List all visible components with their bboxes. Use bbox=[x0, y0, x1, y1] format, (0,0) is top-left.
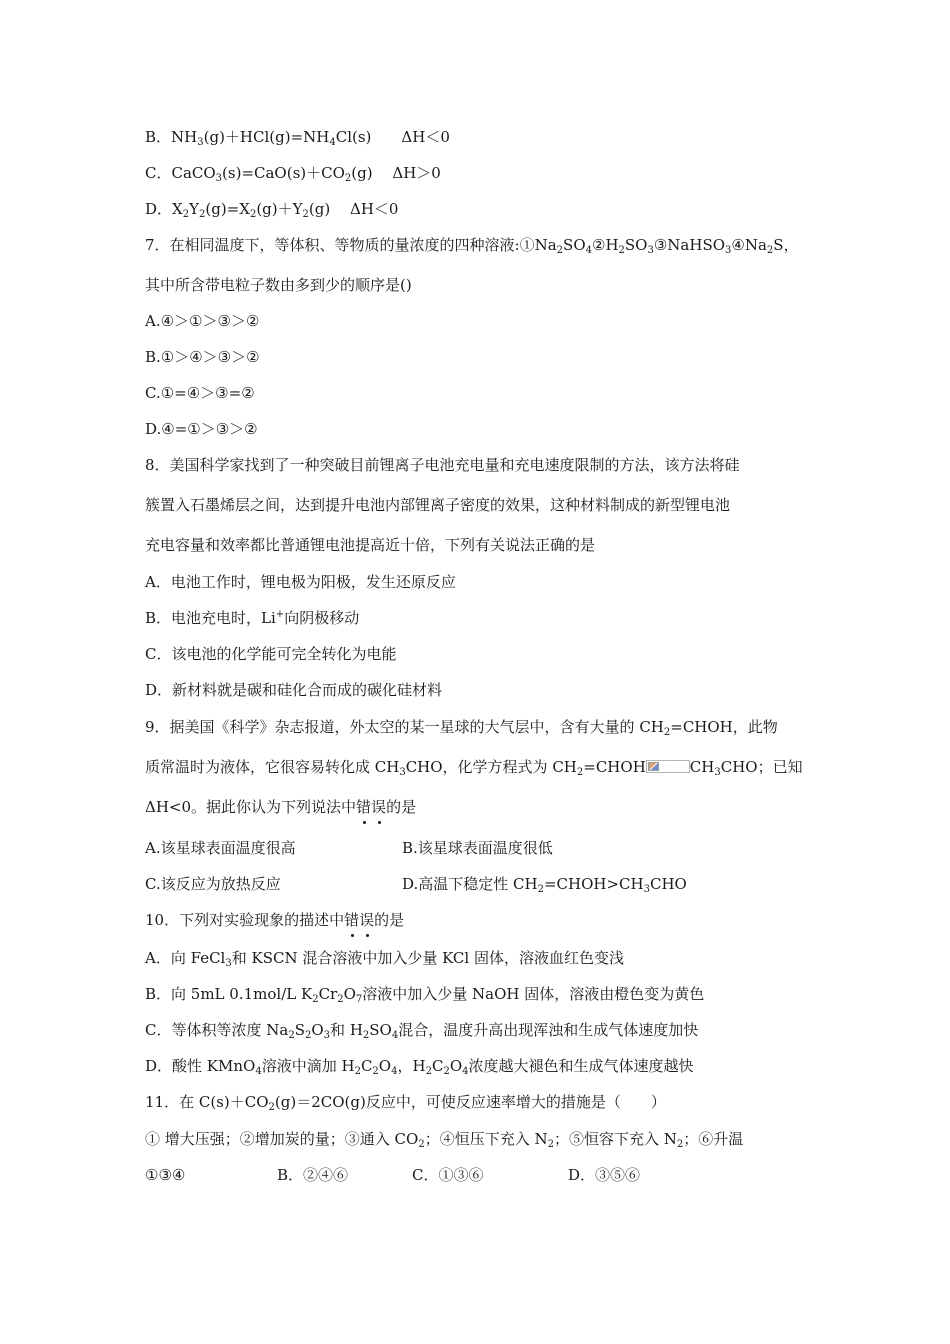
option-8b: B．电池充电时，Li+向阴极移动 bbox=[145, 609, 360, 627]
option-8d: D．新材料就是碳和硅化合而成的碳化硅材料 bbox=[145, 681, 443, 699]
question-10-stem: 10．下列对实验现象的描述中错误的是 bbox=[145, 911, 405, 929]
option-10a: A．向 FeCl$_3$和 KSCN 混合溶液中加入少量 KCl 固体，溶液血红色变浅 bbox=[145, 949, 624, 969]
option-6d: D．$X_2Y_2(g)=X_2(g)+Y_2(g)$ ΔH＜0 bbox=[145, 200, 399, 220]
question-11-conditions: ① 增大压强；②增加炭的量；③通入 $CO_2$；④恒压下充入 $N_2$；⑤恒容下充入 $N_2$；⑥升温 bbox=[145, 1130, 744, 1150]
option-11d: D．③⑤⑥ bbox=[568, 1166, 641, 1184]
option-11b: B．②④⑥ bbox=[277, 1166, 349, 1184]
option-7d: D.④=①＞③＞② bbox=[145, 420, 258, 438]
option-8a: A．电池工作时，锂电极为阳极，发生还原反应 bbox=[145, 573, 456, 591]
option-6b: B．$NH_3(g)+HCl(g)=NH_4Cl(s)$ ΔH＜0 bbox=[145, 128, 450, 148]
option-7c: C.①=④＞③=② bbox=[145, 384, 255, 402]
question-8-stem-2: 簇置入石墨烯层之间，达到提升电池内部锂离子密度的效果，这种材料制成的新型锂电池 bbox=[145, 496, 731, 514]
question-7-stem: 7．在相同温度下，等体积、等物质的量浓度的四种溶液$:①Na_2SO_4②H_2SO_3③NaHSO_3④Na_2S$， bbox=[145, 236, 799, 256]
option-10b: B．向 5mL 0.1mol/L $K_2Cr_2O_7$溶液中加入少量 NaOH 固体，溶液由橙色变为黄色 bbox=[145, 985, 705, 1005]
option-10c: C．等体积等浓度 $Na_2S_2O_3$和 $H_2SO_4$混合，温度升高出现浑浊和生成气体速度加快 bbox=[145, 1021, 699, 1041]
question-9-stem-2: 质常温时为液体，它很容易转化成 $CH_3CHO$，化学方程式为 $CH_2=CHOH$ $CH_3CHO$；已知 bbox=[145, 758, 803, 778]
question-8-stem-1: 8．美国科学家找到了一种突破目前锂离子电池充电量和充电速度限制的方法，该方法将硅 bbox=[145, 456, 740, 474]
broken-image-icon bbox=[646, 760, 690, 773]
option-10d: D．酸性 KMnO$_4$溶液中滴加 $H_2C_2O_4$，$H_2C_2O_4$浓度越大褪色和生成气体速度越快 bbox=[145, 1057, 694, 1077]
option-6c: C．$CaCO_3(s)=CaO(s)+CO_2(g)$ ΔH＞0 bbox=[145, 164, 441, 184]
question-11-stem: 11．在 $C(s)+CO_2(g)=2CO(g)$反应中，可使反应速率增大的措施是（ ） bbox=[145, 1093, 666, 1113]
option-9b: B.该星球表面温度很低 bbox=[402, 839, 553, 857]
question-9-stem-3: ΔH<0。据此你认为下列说法中错误的是 bbox=[145, 798, 417, 816]
option-11c: C．①③⑥ bbox=[412, 1166, 484, 1184]
option-9a: A.该星球表面温度很高 bbox=[145, 839, 296, 857]
option-9d: D.高温下稳定性 $CH_2=CHOH>CH_3CHO$ bbox=[402, 875, 687, 895]
option-7b: B.①＞④＞③＞② bbox=[145, 348, 260, 366]
option-8c: C．该电池的化学能可完全转化为电能 bbox=[145, 645, 397, 663]
question-8-stem-3: 充电容量和效率都比普通锂电池提高近十倍，下列有关说法正确的是 bbox=[145, 536, 596, 554]
question-7-stem-2: 其中所含带电粒子数由多到少的顺序是() bbox=[145, 276, 412, 294]
option-7a: A.④＞①＞③＞② bbox=[145, 312, 260, 330]
option-9c: C.该反应为放热反应 bbox=[145, 875, 281, 893]
question-9-stem-1: 9．据美国《科学》杂志报道，外太空的某一星球的大气层中，含有大量的 $CH_2=CHOH$，此物 bbox=[145, 718, 778, 738]
option-11a: ①③④ bbox=[145, 1166, 186, 1184]
